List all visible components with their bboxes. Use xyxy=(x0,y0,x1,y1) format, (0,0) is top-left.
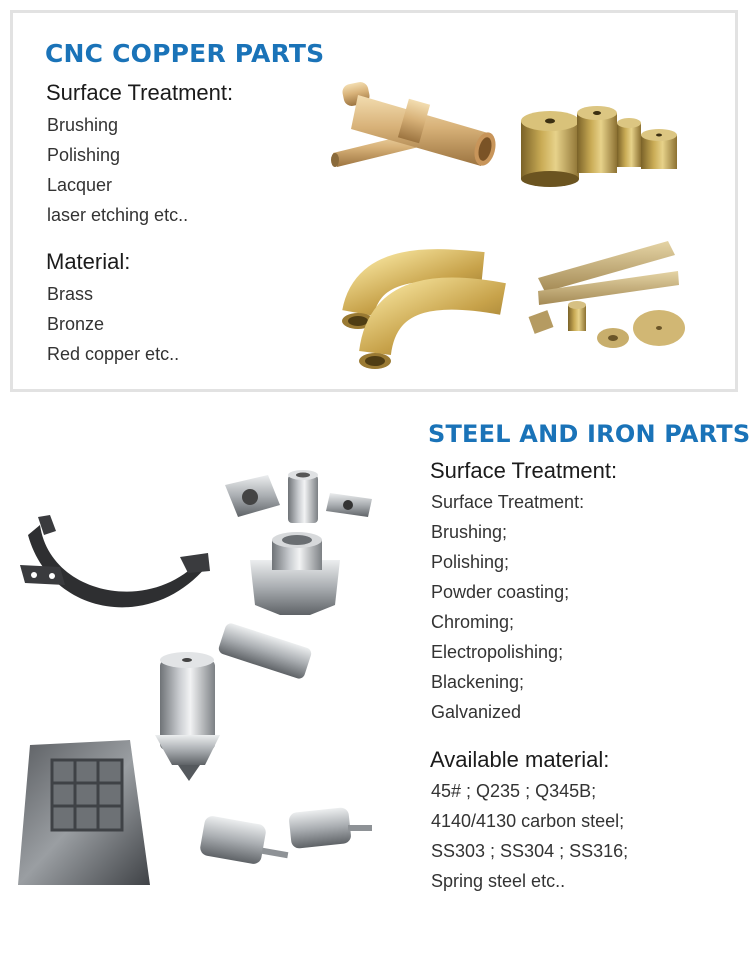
steel-surface-heading: Surface Treatment: xyxy=(430,458,618,483)
copper-material-item: Bronze xyxy=(47,314,105,334)
copper-surface-heading: Surface Treatment: xyxy=(46,80,234,105)
copper-surface-item: Lacquer xyxy=(47,175,113,195)
copper-parts-photo xyxy=(313,63,733,383)
steel-surface-item: Chroming; xyxy=(431,612,515,632)
steel-material-item: 45# ; Q235 ; Q345B; xyxy=(431,781,597,801)
steel-material-item: 4140/4130 carbon steel; xyxy=(431,811,625,831)
steel-surface-item: Galvanized xyxy=(431,702,522,722)
bronze-bars-and-discs xyxy=(529,241,685,348)
steel-material-item: SS303 ; SS304 ; SS316; xyxy=(431,841,629,861)
steel-surface-item: Blackening; xyxy=(431,672,525,692)
copper-material-item: Brass xyxy=(47,284,94,304)
steel-surface-item: Surface Treatment: xyxy=(431,492,585,512)
copper-material-item: Red copper etc.. xyxy=(47,344,180,364)
steel-surface-item: Polishing; xyxy=(431,552,510,572)
black-arc-bracket xyxy=(20,515,210,607)
steel-surface-item: Powder coasting; xyxy=(431,582,570,602)
copper-material-heading: Material: xyxy=(46,249,131,274)
copper-surface-item: Brushing xyxy=(47,115,119,135)
copper-surface-item: laser etching etc.. xyxy=(47,205,189,225)
copper-surface-item: Polishing xyxy=(47,145,121,165)
steel-parts-photo xyxy=(10,465,410,905)
steel-plate-housing xyxy=(18,740,150,885)
steel-surface-item: Brushing; xyxy=(431,522,508,542)
steel-small-parts xyxy=(225,470,372,615)
steel-material-item: Spring steel etc.. xyxy=(431,871,566,891)
copper-parts-panel xyxy=(10,10,738,392)
copper-parts-title: CNC COPPER PARTS xyxy=(45,39,325,68)
steel-surface-item: Electropolishing; xyxy=(431,642,564,662)
brass-tee-pipe xyxy=(331,81,499,168)
steel-parts-title: STEEL AND IRON PARTS xyxy=(428,420,750,448)
brass-bent-pipes xyxy=(342,265,503,369)
steel-rollers xyxy=(199,807,372,865)
steel-shafts xyxy=(155,622,313,781)
bronze-cylinders xyxy=(521,106,677,187)
steel-material-heading: Available material: xyxy=(430,747,610,772)
